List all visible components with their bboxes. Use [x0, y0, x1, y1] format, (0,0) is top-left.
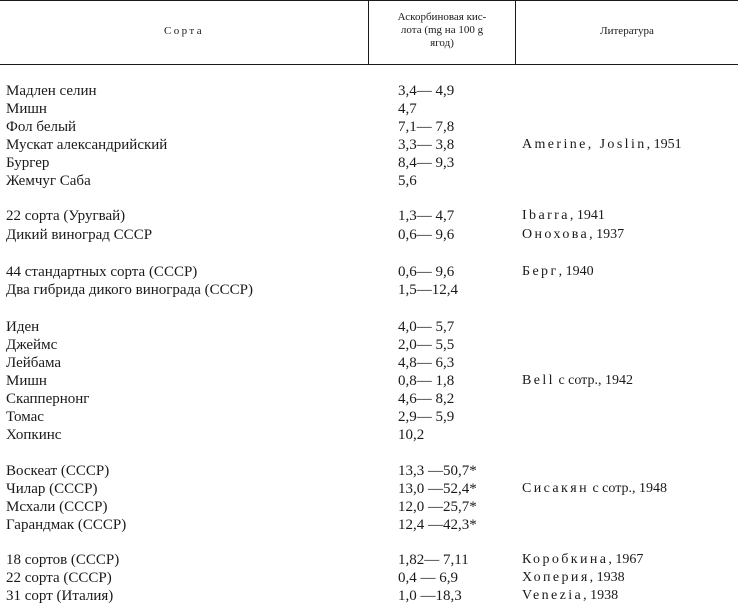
- variety-name: 44 стандартных сорта (СССР): [6, 264, 198, 280]
- header-varieties-label: Сорта: [163, 25, 204, 37]
- variety-name: 22 сорта (СССР): [6, 570, 112, 586]
- ascorbic-value: 3,4— 4,9: [398, 83, 455, 99]
- reference-year: , 1938: [589, 570, 625, 585]
- reference-year: , 1940: [558, 264, 594, 279]
- reference-year: с сотр., 1948: [588, 481, 668, 496]
- reference-author: Берг: [522, 264, 559, 279]
- reference-author: Сисакян: [522, 481, 589, 496]
- table-row: [0, 516, 738, 534]
- ascorbic-value: 4,0— 5,7: [398, 319, 455, 335]
- header-varieties: [0, 25, 368, 38]
- table-row: [0, 281, 738, 299]
- table-row: [0, 100, 738, 118]
- ascorbic-value: 0,8— 1,8: [398, 373, 455, 389]
- table-row: [0, 118, 738, 136]
- ascorbic-value: 2,9— 5,9: [398, 409, 455, 425]
- variety-name: Два гибрида дикого винограда (СССР): [6, 282, 253, 298]
- literature-reference: [522, 207, 605, 225]
- variety-name: Иден: [6, 319, 40, 335]
- reference-year: , 1938: [583, 588, 619, 603]
- header-bottom-rule: [0, 64, 738, 65]
- ascorbic-value: 4,7: [398, 101, 417, 117]
- header-ascorbic-line-2: лота (mg на 100 g: [400, 24, 484, 36]
- reference-author: Онохова: [522, 227, 590, 242]
- table-row: [0, 462, 738, 480]
- table-row: [0, 408, 738, 426]
- variety-name: Мсхали (СССР): [6, 499, 108, 515]
- ascorbic-value: 2,0— 5,5: [398, 337, 455, 353]
- literature-reference: [522, 569, 625, 587]
- variety-name: Мускат александрийский: [6, 137, 168, 153]
- ascorbic-value: 3,3— 3,8: [398, 137, 455, 153]
- table-row: [0, 426, 738, 444]
- variety-name: Бургер: [6, 155, 50, 171]
- reference-author: Venezia: [522, 588, 584, 603]
- reference-year: , 1941: [569, 208, 605, 223]
- ascorbic-value: 10,2: [398, 427, 425, 443]
- ascorbic-value: 1,3— 4,7: [398, 208, 455, 224]
- variety-name: Лейбама: [6, 355, 62, 371]
- reference-author: Ibarra: [522, 208, 570, 223]
- table-row: [0, 154, 738, 172]
- variety-name: Мадлен селин: [6, 83, 97, 99]
- table-row: [0, 318, 738, 336]
- reference-author: Bell: [522, 373, 555, 388]
- variety-name: Гарандмак (СССР): [6, 517, 127, 533]
- variety-name: Жемчуг Саба: [6, 173, 91, 189]
- ascorbic-value: 1,5—12,4: [398, 282, 458, 298]
- ascorbic-value: 1,0 —18,3: [398, 588, 462, 604]
- header-literature-label: Литература: [600, 25, 654, 37]
- ascorbic-value: 5,6: [398, 173, 417, 189]
- variety-name: Джеймс: [6, 337, 58, 353]
- reference-year: , 1937: [589, 227, 625, 242]
- reference-year: , 1951: [646, 137, 682, 152]
- reference-author: Amerine, Joslin: [522, 137, 647, 152]
- table-row: [0, 207, 738, 225]
- table-row: [0, 336, 738, 354]
- variety-name: 31 сорт (Италия): [6, 588, 114, 604]
- ascorbic-value: 13,3 —50,7*: [398, 463, 477, 479]
- literature-reference: [522, 263, 594, 281]
- literature-reference: [522, 480, 667, 498]
- variety-name: 18 сортов (СССР): [6, 552, 120, 568]
- literature-reference: [522, 136, 682, 154]
- literature-reference: [522, 226, 624, 244]
- variety-name: Скаппернонг: [6, 391, 90, 407]
- ascorbic-value: 0,6— 9,6: [398, 227, 455, 243]
- variety-name: Мишн: [6, 101, 47, 117]
- reference-year: с сотр., 1942: [554, 373, 633, 388]
- header-ascorbic-line-1: Аскорбиновая кис-: [397, 11, 487, 23]
- reference-author: Хоперия: [522, 570, 590, 585]
- ascorbic-value: 12,4 —42,3*: [398, 517, 477, 533]
- ascorbic-value: 7,1— 7,8: [398, 119, 455, 135]
- table-row: [0, 498, 738, 516]
- literature-reference: [522, 551, 643, 569]
- ascorbic-value: 0,6— 9,6: [398, 264, 455, 280]
- literature-reference: [522, 372, 633, 390]
- variety-name: Дикий виноград СССР: [6, 227, 153, 243]
- ascorbic-value: 12,0 —25,7*: [398, 499, 477, 515]
- variety-name: Томас: [6, 409, 44, 425]
- header-ascorbic-line-3: ягод): [430, 37, 454, 49]
- header-ascorbic-acid: [369, 11, 515, 50]
- reference-author: Коробкина: [522, 552, 609, 567]
- table-row: [0, 263, 738, 281]
- variety-name: Чилар (СССР): [6, 481, 98, 497]
- table-row: [0, 172, 738, 190]
- header-literature: [516, 25, 738, 38]
- ascorbic-value: 0,4 — 6,9: [398, 570, 458, 586]
- table-row: [0, 82, 738, 100]
- ascorbic-value: 8,4— 9,3: [398, 155, 455, 171]
- variety-name: Фол белый: [6, 119, 77, 135]
- table-row: [0, 587, 738, 605]
- table-row: [0, 390, 738, 408]
- table-row: [0, 569, 738, 587]
- table-row: [0, 226, 738, 244]
- ascorbic-value: 1,82— 7,11: [398, 552, 469, 568]
- reference-year: , 1967: [608, 552, 644, 567]
- ascorbic-value: 13,0 —52,4*: [398, 481, 477, 497]
- table-row: [0, 354, 738, 372]
- ascorbic-value: 4,6— 8,2: [398, 391, 455, 407]
- variety-name: Хопкинс: [6, 427, 62, 443]
- variety-name: Мишн: [6, 373, 47, 389]
- ascorbic-value: 4,8— 6,3: [398, 355, 455, 371]
- header-top-rule: [0, 0, 738, 1]
- variety-name: 22 сорта (Уругвай): [6, 208, 126, 224]
- variety-name: Воскеат (СССР): [6, 463, 110, 479]
- literature-reference: [522, 587, 618, 605]
